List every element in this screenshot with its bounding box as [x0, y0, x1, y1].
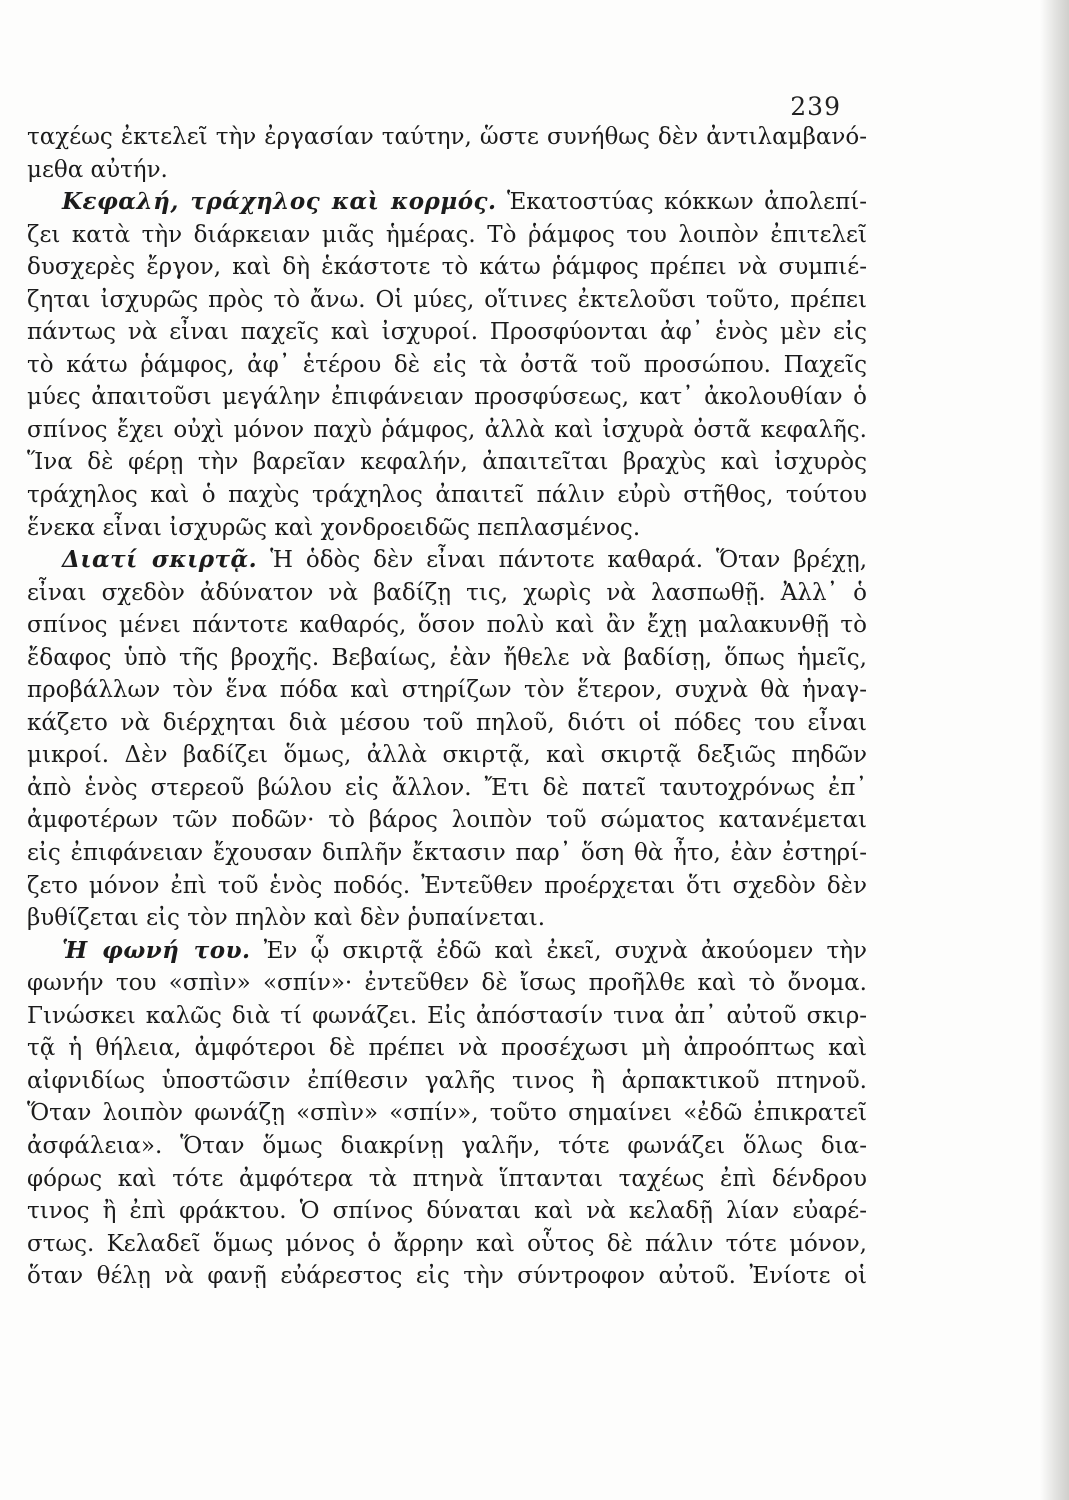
- text-line: ἀμφοτέρων τῶν ποδῶν· τὸ βάρος λοιπὸν τοῦ σώματος κατανέμεται: [27, 807, 867, 834]
- text-line: ζετο μόνον ἐπὶ τοῦ ἑνὸς ποδός. Ἐντεῦθεν προέρχεται ὅτι σχεδὸν δὲν: [27, 872, 867, 899]
- text-line: μικροί. Δὲν βαδίζει ὅμως, ἀλλὰ σκιρτᾷ, καὶ σκιρτᾷ δεξιῶς πηδῶν: [27, 742, 867, 769]
- text-line: εἶναι σχεδὸν ἀδύνατον νὰ βαδίζῃ τις, χωρὶς νὰ λασπωθῇ. Ἀλλ᾽ ὁ: [27, 579, 867, 606]
- text-line: ἔδαφος ὑπὸ τῆς βροχῆς. Βεβαίως, ἐὰν ἤθελε νὰ βαδίσῃ, ὅπως ἡμεῖς,: [27, 644, 867, 671]
- text-line: ἀσφάλεια». Ὅταν ὅμως διακρίνῃ γαλῆν, τότε φωνάζει ὅλως δια-: [27, 1132, 867, 1159]
- body-text: [27, 121, 867, 1293]
- text-line: τινος ἢ ἐπὶ φράκτου. Ὁ σπίνος δύναται καὶ νὰ κελαδῇ λίαν εὐαρέ-: [27, 1198, 867, 1225]
- text-line: τᾷ ἡ θήλεια, ἀμφότεροι δὲ πρέπει νὰ προσέχωσι μὴ ἀπροόπτως καὶ: [27, 1035, 867, 1062]
- text-line: ἀπὸ ἑνὸς στερεοῦ βώλου εἰς ἄλλον. Ἔτι δὲ πατεῖ ταυτοχρόνως ἐπ᾽: [27, 774, 867, 801]
- text-fragment: Ἑκατοστύας κόκκων ἀπολεπί-: [506, 189, 867, 216]
- text-line: ὅταν θέλῃ νὰ φανῇ εὐάρεστος εἰς τὴν σύντροφον αὐτοῦ. Ἐνίοτε οἱ: [27, 1263, 867, 1290]
- text-line: μύες ἀπαιτοῦσι μεγάλην ἐπιφάνειαν προσφύσεως, κατ᾽ ἀκολουθίαν ὁ: [27, 384, 867, 411]
- text-line: ζει κατὰ τὴν διάρκειαν μιᾶς ἡμέρας. Τὸ ῥάμφος του λοιπὸν ἐπιτελεῖ: [27, 221, 867, 248]
- text-line: προβάλλων τὸν ἕνα πόδα καὶ στηρίζων τὸν ἕτερον, συχνὰ θὰ ἠναγ-: [27, 677, 867, 704]
- text-line: τράχηλος καὶ ὁ παχὺς τράχηλος ἀπαιτεῖ πάλιν εὐρὺ στῆθος, τούτου: [27, 482, 867, 509]
- text-line: σπίνος ἔχει οὐχὶ μόνον παχὺ ῥάμφος, ἀλλὰ καὶ ἰσχυρὰ ὀστᾶ κεφαλῆς.: [27, 416, 867, 443]
- text-line: εἰς ἐπιφάνειαν ἔχουσαν διπλῆν ἔκτασιν παρ᾽ ὅση θὰ ἦτο, ἐὰν ἐστηρί-: [27, 840, 867, 867]
- text-line: φωνήν του «σπὶν» «σπίν»· ἐντεῦθεν δὲ ἴσως προῆλθε καὶ τὸ ὄνομα.: [27, 970, 867, 997]
- text-line: [27, 935, 867, 968]
- text-line: στως. Κελαδεῖ ὅμως μόνος ὁ ἄρρην καὶ οὗτος δὲ πάλιν τότε μόνον,: [27, 1230, 867, 1257]
- text-line: Ἵνα δὲ φέρῃ τὴν βαρεῖαν κεφαλήν, ἀπαιτεῖται βραχὺς καὶ ἰσχυρὸς: [27, 449, 867, 476]
- text-line: ἕνεκα εἶναι ἰσχυρῶς καὶ χονδροειδῶς πεπλασμένος.: [27, 514, 641, 541]
- text-fragment: Ἡ ὁδὸς δὲν εἶναι πάντοτε καθαρά. Ὅταν βρέχῃ,: [270, 547, 868, 574]
- text-line: πάντως νὰ εἶναι παχεῖς καὶ ἰσχυροί. Προσφύονται ἀφ᾽ ἑνὸς μὲν εἰς: [27, 319, 867, 346]
- text-line: [27, 544, 867, 577]
- text-line: βυθίζεται εἰς τὸν πηλὸν καὶ δὲν ῥυπαίνεται.: [27, 905, 546, 932]
- text-line: δυσχερὲς ἔργον, καὶ δὴ ἑκάστοτε τὸ κάτω ῥάμφος πρέπει νὰ συμπιέ-: [27, 254, 867, 281]
- text-line: κάζετο νὰ διέρχηται διὰ μέσου τοῦ πηλοῦ, διότι οἱ πόδες του εἶναι: [27, 709, 867, 736]
- text-line: τὸ κάτω ῥάμφος, ἀφ᾽ ἑτέρου δὲ εἰς τὰ ὀστᾶ τοῦ προσώπου. Παχεῖς: [27, 351, 867, 378]
- text-line: Γινώσκει καλῶς διὰ τί φωνάζει. Εἰς ἀπόστασίν τινα ἀπ᾽ αὐτοῦ σκιρ-: [27, 1002, 867, 1029]
- text-line: ζηται ἰσχυρῶς πρὸς τὸ ἄνω. Οἱ μύες, οἵτινες ἐκτελοῦσι τοῦτο, πρέπει: [27, 286, 867, 313]
- text-line: ταχέως ἐκτελεῖ τὴν ἐργασίαν ταύτην, ὥστε συνήθως δὲν ἀντιλαμβανό-: [27, 124, 867, 150]
- text-line: μεθα αὐτήν.: [27, 156, 168, 183]
- text-line: σπίνος μένει πάντοτε καθαρός, ὅσον πολὺ καὶ ἂν ἔχῃ μαλακυνθῇ τὸ: [27, 612, 867, 639]
- page-edge-shadow: [1040, 0, 1069, 1500]
- text-line: Ὅταν λοιπὸν φωνάζῃ «σπὶν» «σπίν», τοῦτο σημαίνει «ἐδῶ ἐπικρατεῖ: [27, 1100, 867, 1127]
- text-line: αἰφνιδίως ὑποστῶσιν ἐπίθεσιν γαλῆς τινος ἢ ἁρπακτικοῦ πτηνοῦ.: [27, 1067, 867, 1094]
- page-number: 239: [790, 92, 841, 121]
- section-heading: Κεφαλή, τράχηλος καὶ κορμός.: [62, 188, 497, 216]
- text-line: [27, 186, 867, 219]
- text-fragment: Ἐν ᾧ σκιρτᾷ ἐδῶ καὶ ἐκεῖ, συχνὰ ἀκούομεν τὴν: [263, 937, 868, 964]
- section-heading: Διατί σκιρτᾷ.: [62, 546, 258, 574]
- section-heading: Ἡ φωνή του.: [62, 936, 251, 964]
- text-line: φόρως καὶ τότε ἀμφότερα τὰ πτηνὰ ἵπτανται ταχέως ἐπὶ δένδρου: [27, 1165, 867, 1192]
